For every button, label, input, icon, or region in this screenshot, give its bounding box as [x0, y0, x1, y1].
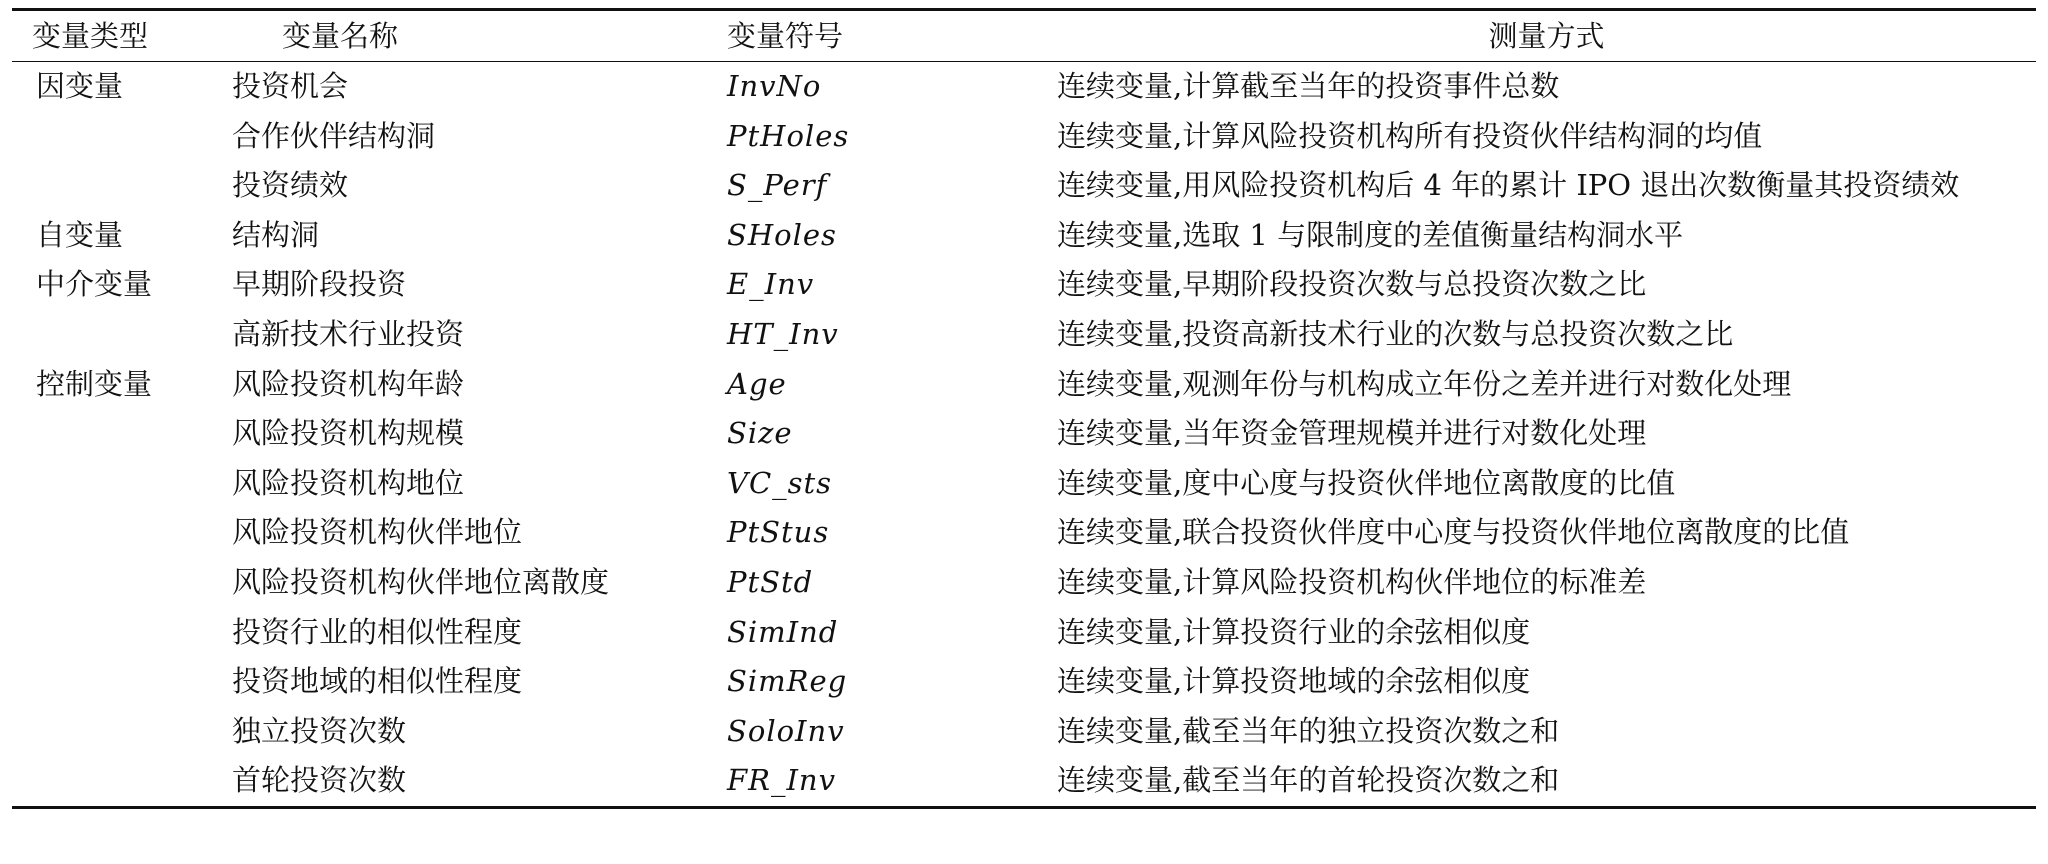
table-header: [12, 10, 2036, 62]
cell-variable-type: [12, 657, 212, 707]
table-row: [12, 756, 2036, 807]
table-row: [12, 360, 2036, 410]
cell-measurement-method: 连续变量,计算投资地域的余弦相似度: [1057, 664, 1531, 699]
table-row: [12, 161, 2036, 211]
cell-variable-type: [12, 756, 212, 807]
cell-variable-symbol: SHoles: [727, 217, 837, 252]
cell-variable-symbol: VC_sts: [727, 465, 833, 500]
cell-variable-name: 风险投资机构伙伴地位: [232, 515, 523, 550]
header-variable-name: 变量名称: [282, 19, 399, 53]
cell-variable-symbol: SoloInv: [727, 713, 845, 748]
variable-definition-table: [12, 8, 2036, 809]
cell-variable-symbol: InvNo: [727, 69, 822, 103]
table-body: [12, 62, 2036, 808]
cell-variable-name: 独立投资次数: [232, 713, 407, 748]
cell-variable-symbol: FR_Inv: [727, 763, 836, 798]
cell-variable-name: 风险投资机构伙伴地位离散度: [232, 564, 610, 599]
table-row: [12, 608, 2036, 658]
cell-variable-symbol: S_Perf: [727, 168, 828, 203]
cell-variable-type: [12, 310, 212, 360]
cell-variable-name: 风险投资机构地位: [232, 465, 465, 500]
cell-variable-symbol: SimInd: [727, 614, 839, 649]
cell-variable-symbol: PtStd: [727, 564, 814, 599]
cell-measurement-method: 连续变量,投资高新技术行业的次数与总投资次数之比: [1057, 316, 1734, 351]
cell-measurement-method: 连续变量,度中心度与投资伙伴地位离散度的比值: [1057, 465, 1676, 500]
cell-variable-symbol: PtStus: [727, 515, 830, 550]
header-row: [12, 10, 2036, 62]
cell-variable-type: [12, 459, 212, 509]
variable-definition-table-wrapper: [12, 8, 2036, 809]
cell-variable-name: 投资机会: [232, 69, 349, 103]
cell-variable-symbol: PtHoles: [727, 118, 850, 153]
header-measurement-method: 测量方式: [1488, 19, 1605, 53]
cell-variable-symbol: SimReg: [727, 664, 848, 699]
table-row: [12, 459, 2036, 509]
cell-variable-type: [12, 558, 212, 608]
cell-variable-symbol: Age: [727, 366, 787, 401]
table-row: [12, 558, 2036, 608]
cell-measurement-method: 连续变量,当年资金管理规模并进行对数化处理: [1057, 416, 1647, 451]
cell-variable-symbol: HT_Inv: [727, 316, 839, 351]
cell-variable-name: 风险投资机构年龄: [232, 366, 465, 401]
cell-variable-symbol: Size: [727, 416, 793, 451]
cell-variable-type: [12, 112, 212, 162]
cell-variable-type: 因变量: [36, 69, 124, 103]
cell-variable-type: [12, 608, 212, 658]
cell-measurement-method: 连续变量,用风险投资机构后 4 年的累计 IPO 退出次数衡量其投资绩效: [1057, 168, 1960, 203]
cell-variable-type: [12, 161, 212, 211]
cell-measurement-method: 连续变量,早期阶段投资次数与总投资次数之比: [1057, 267, 1647, 302]
cell-variable-name: 合作伙伴结构洞: [232, 118, 436, 153]
cell-variable-type: [12, 409, 212, 459]
cell-variable-type: 中介变量: [36, 267, 153, 302]
cell-measurement-method: 连续变量,计算截至当年的投资事件总数: [1057, 69, 1560, 103]
table-row: [12, 508, 2036, 558]
cell-measurement-method: 连续变量,选取 1 与限制度的差值衡量结构洞水平: [1057, 217, 1684, 252]
table-row: [12, 657, 2036, 707]
table-row: [12, 112, 2036, 162]
cell-variable-name: 早期阶段投资: [232, 267, 407, 302]
cell-measurement-method: 连续变量,截至当年的独立投资次数之和: [1057, 713, 1560, 748]
cell-variable-symbol: E_Inv: [727, 267, 815, 302]
cell-variable-type: [12, 707, 212, 757]
cell-measurement-method: 连续变量,截至当年的首轮投资次数之和: [1057, 763, 1560, 798]
cell-variable-name: 高新技术行业投资: [232, 316, 465, 351]
table-row: [12, 409, 2036, 459]
cell-variable-name: 投资行业的相似性程度: [232, 614, 523, 649]
cell-variable-type: 控制变量: [36, 366, 153, 401]
table-row: [12, 260, 2036, 310]
cell-measurement-method: 连续变量,计算风险投资机构伙伴地位的标准差: [1057, 564, 1647, 599]
header-variable-symbol: 变量符号: [727, 19, 844, 53]
cell-variable-name: 首轮投资次数: [232, 763, 407, 798]
cell-measurement-method: 连续变量,计算投资行业的余弦相似度: [1057, 614, 1531, 649]
cell-measurement-method: 连续变量,联合投资伙伴度中心度与投资伙伴地位离散度的比值: [1057, 515, 1850, 550]
table-row: [12, 310, 2036, 360]
cell-variable-type: [12, 508, 212, 558]
cell-variable-name: 风险投资机构规模: [232, 416, 465, 451]
cell-variable-type: 自变量: [36, 217, 124, 252]
cell-measurement-method: 连续变量,观测年份与机构成立年份之差并进行对数化处理: [1057, 366, 1792, 401]
table-row: [12, 707, 2036, 757]
cell-variable-name: 投资地域的相似性程度: [232, 664, 523, 699]
cell-variable-name: 投资绩效: [232, 168, 349, 203]
table-row: [12, 62, 2036, 112]
table-row: [12, 211, 2036, 261]
cell-variable-name: 结构洞: [232, 217, 320, 252]
cell-measurement-method: 连续变量,计算风险投资机构所有投资伙伴结构洞的均值: [1057, 118, 1763, 153]
header-variable-type: 变量类型: [32, 19, 149, 53]
